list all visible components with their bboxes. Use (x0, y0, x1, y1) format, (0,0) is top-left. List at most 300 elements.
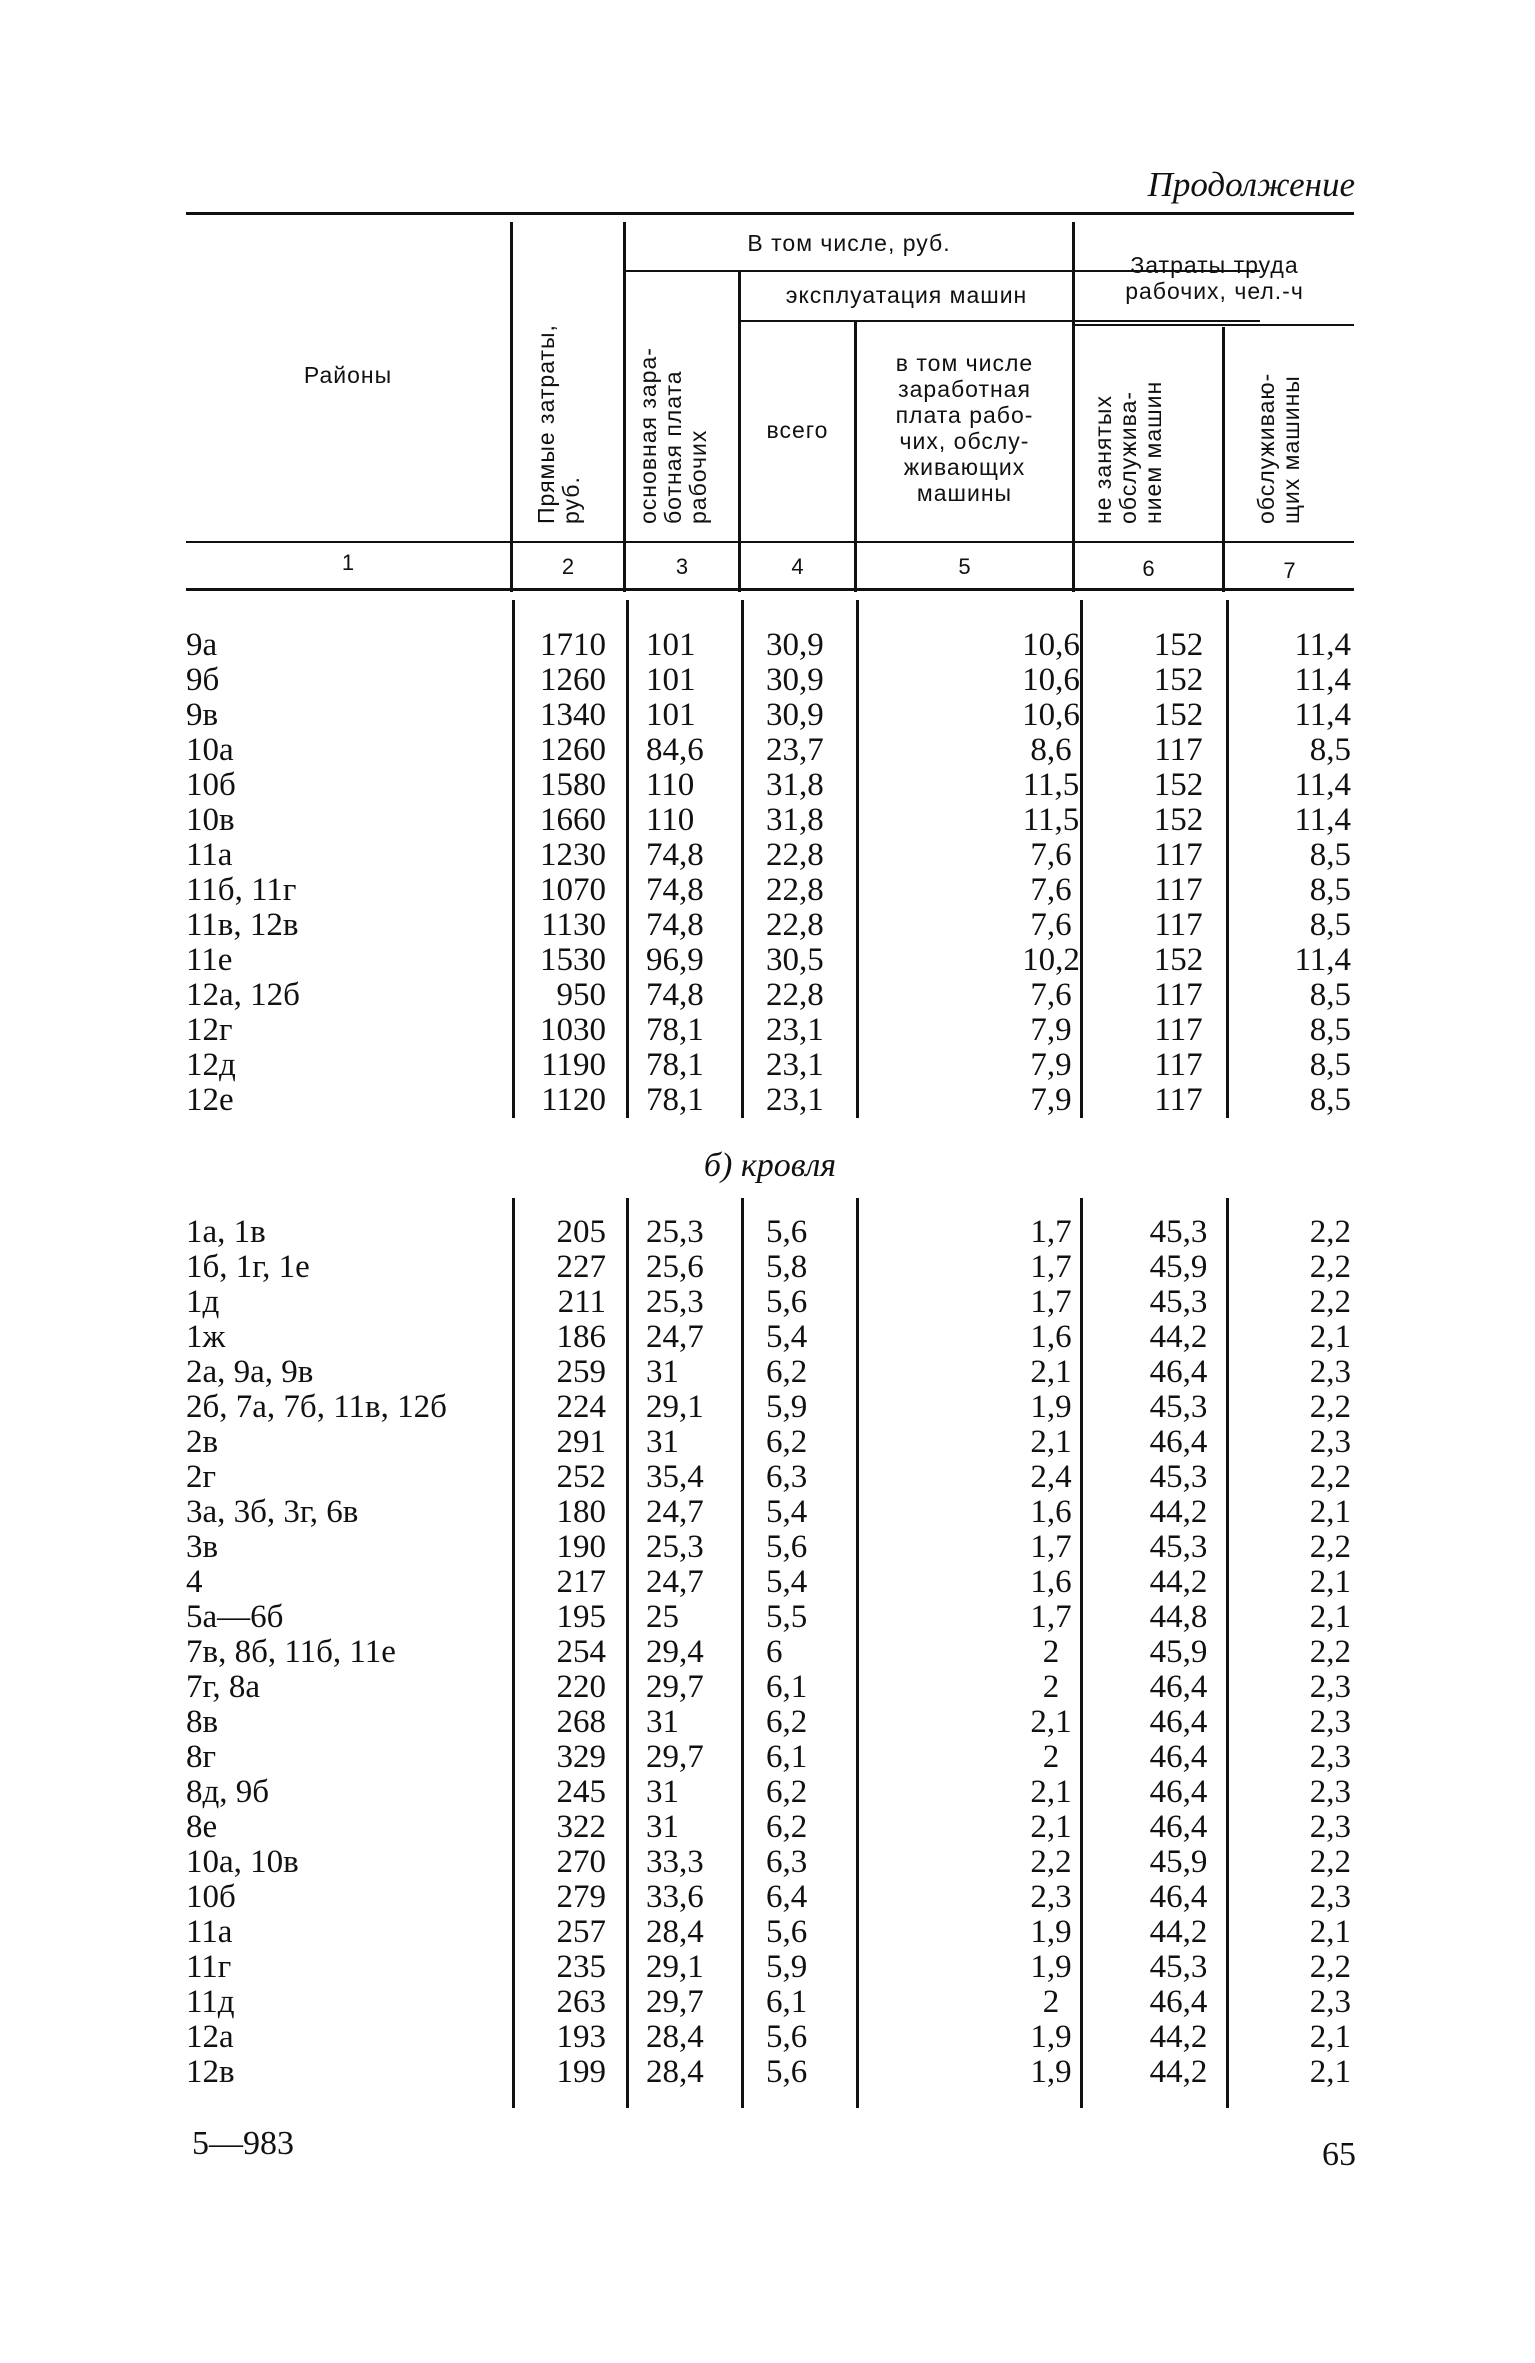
table-section-b (186, 1215, 1354, 2090)
value-cell: 11,4 (1294, 767, 1351, 803)
district-cell: 5а—6б (186, 1599, 284, 1635)
district-cell: 8д, 9б (186, 1774, 270, 1810)
value-cell: 45,9 (1149, 1634, 1208, 1670)
value-cell: 74,8 (646, 837, 704, 873)
value-cell: 217 (556, 1564, 606, 1600)
value-cell: 23,7 (766, 732, 824, 768)
district-cell: 1б, 1г, 1е (186, 1249, 310, 1285)
value-cell: 2,1 (1030, 1424, 1072, 1460)
value-cell: 28,4 (646, 1914, 704, 1950)
value-cell: 35,4 (646, 1459, 704, 1495)
value-cell: 245 (556, 1774, 606, 1810)
value-cell: 2,2 (1309, 1634, 1351, 1670)
value-cell: 291 (556, 1424, 606, 1460)
value-cell: 46,4 (1149, 1879, 1208, 1915)
table-row (186, 1355, 1354, 1390)
value-cell: 224 (556, 1389, 606, 1425)
value-cell: 2,1 (1309, 1564, 1351, 1600)
value-cell: 1030 (540, 1012, 606, 1048)
value-cell: 10,6 (1022, 627, 1080, 663)
value-cell: 2,1 (1309, 1914, 1351, 1950)
col-number: 7 (1283, 558, 1296, 583)
table-row (186, 838, 1354, 873)
table-row (186, 1013, 1354, 1048)
value-cell: 11,4 (1294, 697, 1351, 733)
header-machine-operation: эксплуатация машин (785, 282, 1028, 308)
value-cell: 205 (556, 1214, 606, 1250)
value-cell: 2 (1042, 1739, 1060, 1775)
value-cell: 23,1 (766, 1082, 824, 1118)
value-cell: 8,5 (1309, 907, 1351, 943)
value-cell: 1,6 (1030, 1564, 1072, 1600)
value-cell: 2,1 (1309, 1319, 1351, 1355)
value-cell: 33,3 (646, 1844, 704, 1880)
value-cell: 31 (646, 1424, 679, 1460)
value-cell: 8,6 (1030, 732, 1072, 768)
district-cell: 9в (186, 697, 219, 733)
value-cell: 2,2 (1309, 1284, 1351, 1320)
value-cell: 7,9 (1030, 1012, 1072, 1048)
district-cell: 9а (186, 627, 218, 663)
value-cell: 44,2 (1149, 2054, 1208, 2090)
value-cell: 2,2 (1309, 1249, 1351, 1285)
value-cell: 6,1 (766, 1669, 808, 1705)
value-cell: 46,4 (1149, 1704, 1208, 1740)
value-cell: 252 (556, 1459, 606, 1495)
value-cell: 8,5 (1309, 872, 1351, 908)
value-cell: 30,9 (766, 662, 824, 698)
table-row (186, 943, 1354, 978)
value-cell: 5,9 (766, 1389, 808, 1425)
value-cell: 78,1 (646, 1047, 704, 1083)
table-row (186, 628, 1354, 663)
value-cell: 11,5 (1022, 802, 1080, 838)
district-cell: 1а, 1в (186, 1214, 266, 1250)
district-cell: 8в (186, 1704, 219, 1740)
value-cell: 2,2 (1309, 1949, 1351, 1985)
value-cell: 101 (646, 662, 696, 698)
value-cell: 101 (646, 697, 696, 733)
value-cell: 5,8 (766, 1249, 808, 1285)
value-cell: 29,1 (646, 1949, 704, 1985)
district-cell: 8г (186, 1739, 217, 1775)
value-cell: 45,3 (1149, 1459, 1208, 1495)
value-cell: 5,4 (766, 1494, 808, 1530)
value-cell: 186 (556, 1319, 606, 1355)
value-cell: 25,3 (646, 1284, 704, 1320)
value-cell: 45,9 (1149, 1844, 1208, 1880)
value-cell: 45,3 (1149, 1949, 1208, 1985)
value-cell: 11,4 (1294, 662, 1351, 698)
value-cell: 29,7 (646, 1739, 704, 1775)
value-cell: 1,9 (1030, 1949, 1072, 1985)
table-row (186, 733, 1354, 768)
value-cell: 44,8 (1149, 1599, 1208, 1635)
table-row (186, 1880, 1354, 1915)
value-cell: 11,5 (1022, 767, 1080, 803)
value-cell: 1,9 (1030, 1389, 1072, 1425)
value-cell: 10,6 (1022, 697, 1080, 733)
value-cell: 152 (1153, 802, 1204, 838)
value-cell: 7,6 (1030, 872, 1072, 908)
value-cell: 2,3 (1309, 1809, 1351, 1845)
value-cell: 117 (1154, 837, 1203, 873)
value-cell: 152 (1153, 942, 1204, 978)
value-cell: 6,1 (766, 1984, 808, 2020)
value-cell: 46,4 (1149, 1354, 1208, 1390)
header-direct-costs: Прямые затраты, руб. (533, 324, 584, 524)
value-cell: 10,6 (1022, 662, 1080, 698)
value-cell: 2,1 (1030, 1809, 1072, 1845)
value-cell: 5,9 (766, 1949, 808, 1985)
value-cell: 7,6 (1030, 977, 1072, 1013)
value-cell: 45,3 (1149, 1284, 1208, 1320)
table-row (186, 1250, 1354, 1285)
value-cell: 31,8 (766, 802, 824, 838)
value-cell: 46,4 (1149, 1669, 1208, 1705)
value-cell: 2,3 (1309, 1424, 1351, 1460)
value-cell: 211 (557, 1284, 606, 1320)
value-cell: 24,7 (646, 1319, 704, 1355)
value-cell: 329 (556, 1739, 606, 1775)
district-cell: 2г (186, 1459, 217, 1495)
table-row (186, 1320, 1354, 1355)
value-cell: 45,9 (1149, 1249, 1208, 1285)
value-cell: 11,4 (1294, 802, 1351, 838)
value-cell: 24,7 (646, 1494, 704, 1530)
district-cell: 11е (186, 942, 233, 978)
value-cell: 1660 (540, 802, 606, 838)
table-header (186, 212, 1354, 600)
value-cell: 1,7 (1030, 1284, 1072, 1320)
value-cell: 10,2 (1022, 942, 1080, 978)
value-cell: 29,4 (646, 1634, 704, 1670)
value-cell: 29,7 (646, 1984, 704, 2020)
table-row (186, 1915, 1354, 1950)
value-cell: 2,2 (1030, 1844, 1072, 1880)
value-cell: 45,3 (1149, 1389, 1208, 1425)
value-cell: 44,2 (1149, 1494, 1208, 1530)
value-cell: 46,4 (1149, 1809, 1208, 1845)
value-cell: 28,4 (646, 2054, 704, 2090)
value-cell: 22,8 (766, 907, 824, 943)
value-cell: 152 (1153, 697, 1204, 733)
district-cell: 12д (186, 1047, 236, 1083)
table-row (186, 1600, 1354, 1635)
value-cell: 2,2 (1309, 1529, 1351, 1565)
table-row (186, 2055, 1354, 2090)
value-cell: 25,6 (646, 1249, 704, 1285)
value-cell: 152 (1153, 662, 1204, 698)
value-cell: 1,7 (1030, 1214, 1072, 1250)
district-cell: 10б (186, 767, 236, 803)
header-base-wage: основная зара- ботная плата рабочих (635, 347, 711, 524)
value-cell: 117 (1154, 1082, 1203, 1118)
district-cell: 4 (186, 1564, 203, 1600)
value-cell: 2,3 (1309, 1879, 1351, 1915)
table-row (186, 663, 1354, 698)
value-cell: 25,3 (646, 1214, 704, 1250)
value-cell: 110 (646, 767, 695, 803)
value-cell: 7,9 (1030, 1047, 1072, 1083)
value-cell: 46,4 (1149, 1424, 1208, 1460)
value-cell: 74,8 (646, 907, 704, 943)
value-cell: 29,1 (646, 1389, 704, 1425)
value-cell: 2 (1042, 1634, 1060, 1670)
table-row (186, 1670, 1354, 1705)
value-cell: 46,4 (1149, 1739, 1208, 1775)
value-cell: 8,5 (1309, 732, 1351, 768)
value-cell: 74,8 (646, 872, 704, 908)
district-cell: 2а, 9а, 9в (186, 1354, 314, 1390)
value-cell: 31 (646, 1704, 679, 1740)
value-cell: 101 (646, 627, 696, 663)
table-row (186, 1285, 1354, 1320)
value-cell: 96,9 (646, 942, 704, 978)
value-cell: 1070 (540, 872, 606, 908)
value-cell: 2,3 (1309, 1669, 1351, 1705)
value-cell: 1,7 (1030, 1529, 1072, 1565)
district-cell: 10в (186, 802, 235, 838)
value-cell: 31 (646, 1774, 679, 1810)
value-cell: 33,6 (646, 1879, 704, 1915)
district-cell: 12е (186, 1082, 234, 1118)
value-cell: 235 (556, 1949, 606, 1985)
value-cell: 2,2 (1309, 1844, 1351, 1880)
value-cell: 6,2 (766, 1774, 808, 1810)
value-cell: 199 (556, 2054, 606, 2090)
value-cell: 1,6 (1030, 1319, 1072, 1355)
footer-code: 5—983 (192, 2125, 294, 2162)
district-cell: 8е (186, 1809, 218, 1845)
value-cell: 2,3 (1309, 1354, 1351, 1390)
table-row (186, 1705, 1354, 1740)
value-cell: 2,1 (1309, 1599, 1351, 1635)
value-cell: 29,7 (646, 1669, 704, 1705)
value-cell: 30,5 (766, 942, 824, 978)
table-row (186, 1425, 1354, 1460)
table-row (186, 1495, 1354, 1530)
value-cell: 1,9 (1030, 2019, 1072, 2055)
value-cell: 44,2 (1149, 2019, 1208, 2055)
value-cell: 322 (556, 1809, 606, 1845)
value-cell: 257 (556, 1914, 606, 1950)
value-cell: 6 (766, 1634, 783, 1670)
value-cell: 270 (556, 1844, 606, 1880)
value-cell: 950 (556, 977, 606, 1013)
table-row (186, 1530, 1354, 1565)
value-cell: 28,4 (646, 2019, 704, 2055)
col-number: 2 (561, 554, 575, 579)
value-cell: 2,3 (1309, 1774, 1351, 1810)
table-row (186, 1950, 1354, 1985)
table-row (186, 1845, 1354, 1880)
value-cell: 2,1 (1030, 1704, 1072, 1740)
district-cell: 3а, 3б, 3г, 6в (186, 1494, 359, 1530)
value-cell: 1190 (541, 1047, 606, 1083)
district-cell: 11д (186, 1984, 235, 2020)
value-cell: 6,2 (766, 1809, 808, 1845)
district-cell: 11а (186, 1914, 233, 1950)
value-cell: 11,4 (1294, 942, 1351, 978)
value-cell: 45,3 (1149, 1529, 1208, 1565)
value-cell: 8,5 (1309, 977, 1351, 1013)
district-cell: 10б (186, 1879, 236, 1915)
value-cell: 31 (646, 1809, 679, 1845)
value-cell: 1,6 (1030, 1494, 1072, 1530)
value-cell: 2 (1042, 1984, 1060, 2020)
district-cell: 3в (186, 1529, 219, 1565)
col-number: 1 (341, 550, 355, 575)
value-cell: 22,8 (766, 872, 824, 908)
col-number: 4 (791, 554, 804, 579)
value-cell: 5,6 (766, 1214, 808, 1250)
value-cell: 30,9 (766, 697, 824, 733)
table-row (186, 1083, 1354, 1118)
value-cell: 1260 (540, 662, 606, 698)
district-cell: 7г, 8а (186, 1669, 260, 1705)
table-row (186, 1740, 1354, 1775)
value-cell: 84,6 (646, 732, 704, 768)
value-cell: 2,2 (1309, 1389, 1351, 1425)
district-cell: 10а (186, 732, 234, 768)
value-cell: 45,3 (1149, 1214, 1208, 1250)
value-cell: 1260 (540, 732, 606, 768)
district-cell: 10а, 10в (186, 1844, 299, 1880)
value-cell: 279 (556, 1879, 606, 1915)
value-cell: 117 (1154, 872, 1203, 908)
value-cell: 259 (556, 1354, 606, 1390)
district-cell: 11в, 12в (186, 907, 299, 943)
value-cell: 1230 (540, 837, 606, 873)
value-cell: 117 (1154, 1047, 1203, 1083)
value-cell: 117 (1154, 1012, 1203, 1048)
header-not-servicing: не занятых обслужива- нием машин (1090, 380, 1166, 524)
table-row (186, 803, 1354, 838)
value-cell: 1,7 (1030, 1599, 1072, 1635)
value-cell: 7,6 (1030, 837, 1072, 873)
value-cell: 2,1 (1309, 2054, 1351, 2090)
header-total: всего (766, 417, 829, 443)
district-cell: 11а (186, 837, 233, 873)
header-servicing: обслуживаю- щих машины (1253, 372, 1304, 524)
table-row (186, 873, 1354, 908)
value-cell: 152 (1153, 627, 1204, 663)
value-cell: 2,2 (1309, 1214, 1351, 1250)
value-cell: 1340 (540, 697, 606, 733)
value-cell: 117 (1154, 977, 1203, 1013)
table-row (186, 768, 1354, 803)
value-cell: 23,1 (766, 1047, 824, 1083)
table-row (186, 698, 1354, 733)
value-cell: 7,6 (1030, 907, 1072, 943)
value-cell: 8,5 (1309, 1047, 1351, 1083)
table-row (186, 1775, 1354, 1810)
value-cell: 44,2 (1149, 1319, 1208, 1355)
table-row (186, 1810, 1354, 1845)
value-cell: 2,1 (1030, 1774, 1072, 1810)
value-cell: 8,5 (1309, 837, 1351, 873)
value-cell: 78,1 (646, 1012, 704, 1048)
district-cell: 12а, 12б (186, 977, 300, 1013)
value-cell: 7,9 (1030, 1082, 1072, 1118)
value-cell: 8,5 (1309, 1012, 1351, 1048)
value-cell: 24,7 (646, 1564, 704, 1600)
value-cell: 1,9 (1030, 1914, 1072, 1950)
value-cell: 25 (646, 1599, 679, 1635)
value-cell: 46,4 (1149, 1774, 1208, 1810)
value-cell: 5,6 (766, 1529, 808, 1565)
district-cell: 12г (186, 1012, 233, 1048)
value-cell: 190 (556, 1529, 606, 1565)
table-row (186, 1635, 1354, 1670)
header-labor-costs: Затраты труда рабочих, чел.-ч (1125, 252, 1304, 304)
value-cell: 1,7 (1030, 1249, 1072, 1285)
value-cell: 46,4 (1149, 1984, 1208, 2020)
value-cell: 74,8 (646, 977, 704, 1013)
value-cell: 2,3 (1309, 1704, 1351, 1740)
district-cell: 7в, 8б, 11б, 11е (186, 1634, 396, 1670)
table-row (186, 1215, 1354, 1250)
value-cell: 23,1 (766, 1012, 824, 1048)
value-cell: 22,8 (766, 977, 824, 1013)
district-cell: 1д (186, 1284, 220, 1320)
value-cell: 6,2 (766, 1704, 808, 1740)
district-cell: 2б, 7а, 7б, 11в, 12б (186, 1389, 447, 1425)
value-cell: 1130 (541, 907, 606, 943)
value-cell: 5,4 (766, 1319, 808, 1355)
value-cell: 254 (556, 1634, 606, 1670)
value-cell: 2 (1042, 1669, 1060, 1705)
table-section-a (186, 628, 1354, 1118)
value-cell: 6,2 (766, 1424, 808, 1460)
value-cell: 1,9 (1030, 2054, 1072, 2090)
value-cell: 117 (1154, 907, 1203, 943)
value-cell: 6,3 (766, 1844, 808, 1880)
value-cell: 5,4 (766, 1564, 808, 1600)
table-row (186, 908, 1354, 943)
value-cell: 78,1 (646, 1082, 704, 1118)
table-row (186, 1985, 1354, 2020)
value-cell: 31 (646, 1354, 679, 1390)
value-cell: 1120 (541, 1082, 606, 1118)
value-cell: 5,5 (766, 1599, 808, 1635)
district-cell: 9б (186, 662, 220, 698)
value-cell: 44,2 (1149, 1564, 1208, 1600)
value-cell: 31,8 (766, 767, 824, 803)
col-number: 6 (1142, 556, 1155, 581)
table-row (186, 1565, 1354, 1600)
value-cell: 1580 (540, 767, 606, 803)
value-cell: 6,1 (766, 1739, 808, 1775)
col-number: 3 (675, 554, 689, 579)
value-cell: 5,6 (766, 1284, 808, 1320)
value-cell: 5,6 (766, 2054, 808, 2090)
value-cell: 11,4 (1294, 627, 1351, 663)
value-cell: 6,3 (766, 1459, 808, 1495)
value-cell: 268 (556, 1704, 606, 1740)
district-cell: 11г (186, 1949, 232, 1985)
value-cell: 6,2 (766, 1354, 808, 1390)
value-cell: 2,3 (1030, 1879, 1072, 1915)
header-including: В том числе, руб. (747, 230, 951, 256)
value-cell: 117 (1154, 732, 1203, 768)
value-cell: 2,1 (1030, 1354, 1072, 1390)
district-cell: 12в (186, 2054, 235, 2090)
value-cell: 2,1 (1309, 2019, 1351, 2055)
value-cell: 110 (646, 802, 695, 838)
value-cell: 44,2 (1149, 1914, 1208, 1950)
